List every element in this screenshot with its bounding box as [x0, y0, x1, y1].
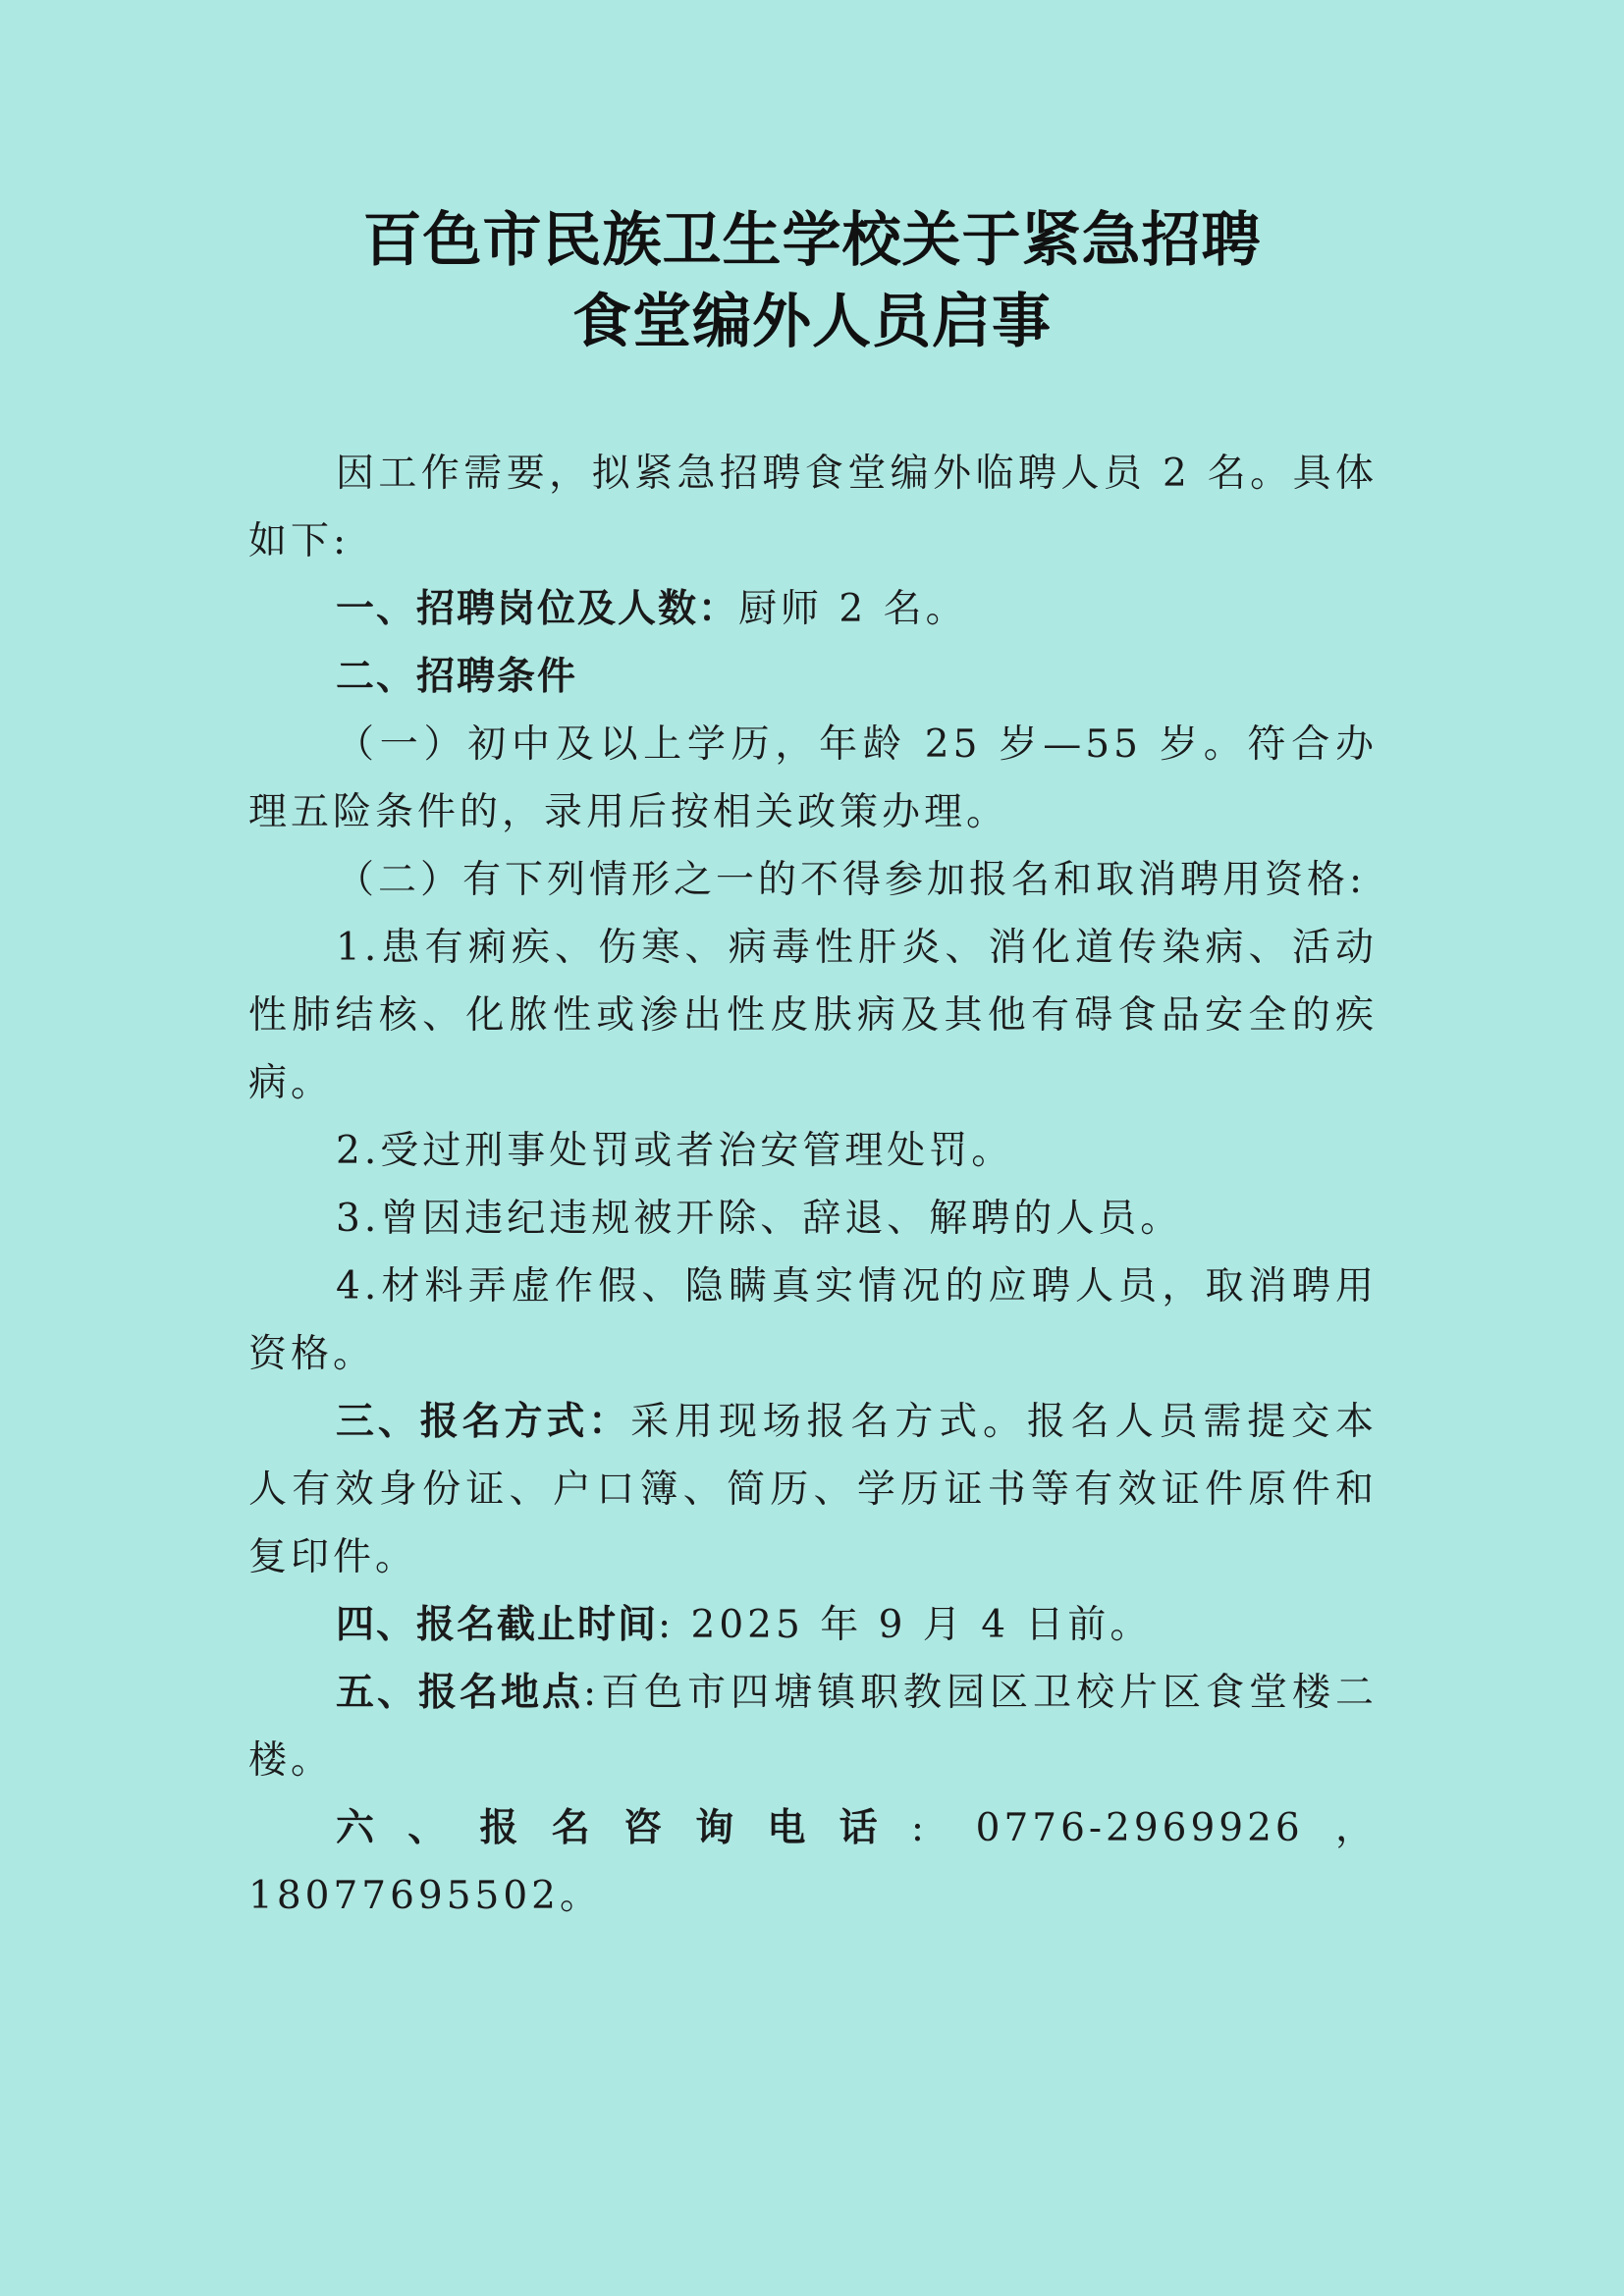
section-contact-heading: 六、报名咨询电话	[336, 1806, 911, 1850]
section-application-method-text: 采用现场报名方式。报名人员需提交本人有效身份证、户口簿、简历、学历证书等有效证件原件和复印件。	[248, 1400, 1378, 1579]
section-requirements	[248, 643, 1378, 711]
requirement-item-1: （一）初中及以上学历，年龄 25 岁—55 岁。符合办理五险条件的，录用后按相关政策办理。	[248, 722, 1378, 834]
document-body	[248, 440, 1378, 1930]
section-positions-heading: 一、招聘岗位及人数：	[336, 587, 739, 631]
section-contact-text: : 0776-2969926，18077695502。	[248, 1806, 1378, 1918]
section-application-method	[248, 1388, 1378, 1591]
disqualification-item-2: 2.受过刑事处罚或者治安管理处罚。	[336, 1129, 1014, 1173]
section-location	[248, 1659, 1378, 1794]
intro-paragraph: 因工作需要，拟紧急招聘食堂编外临聘人员 2 名。具体如下:	[248, 452, 1378, 563]
section-location-heading: 五、报名地点	[336, 1671, 583, 1715]
section-positions-text: 厨师 2 名。	[738, 587, 968, 631]
disqualification-item-1: 1.患有痢疾、伤寒、病毒性肝炎、消化道传染病、活动性肺结核、化脓性或渗出性皮肤病及其他有碍食品安全的疾病。	[248, 926, 1378, 1105]
section-location-text: :百色市四塘镇职教园区卫校片区食堂楼二楼。	[248, 1671, 1378, 1783]
section-positions	[248, 575, 1378, 643]
requirement-item-2: （二）有下列情形之一的不得参加报名和取消聘用资格:	[336, 858, 1367, 902]
section-deadline-text: : 2025 年 9 月 4 日前。	[658, 1603, 1153, 1647]
document-title-line-2: 食堂编外人员启事	[572, 288, 1052, 356]
disqualification-item-3: 3.曾因违纪违规被开除、辞退、解聘的人员。	[336, 1197, 1183, 1241]
section-application-method-heading: 三、报名方式：	[336, 1400, 631, 1444]
section-deadline-heading: 四、报名截止时间	[336, 1603, 659, 1647]
section-deadline	[248, 1591, 1378, 1659]
disqualification-item-4: 4.材料弄虚作假、隐瞒真实情况的应聘人员，取消聘用资格。	[248, 1264, 1378, 1376]
section-contact	[248, 1794, 1378, 1930]
document-title-line-1: 百色市民族卫生学校关于紧急招聘	[362, 206, 1262, 275]
section-requirements-heading: 二、招聘条件	[336, 655, 578, 699]
